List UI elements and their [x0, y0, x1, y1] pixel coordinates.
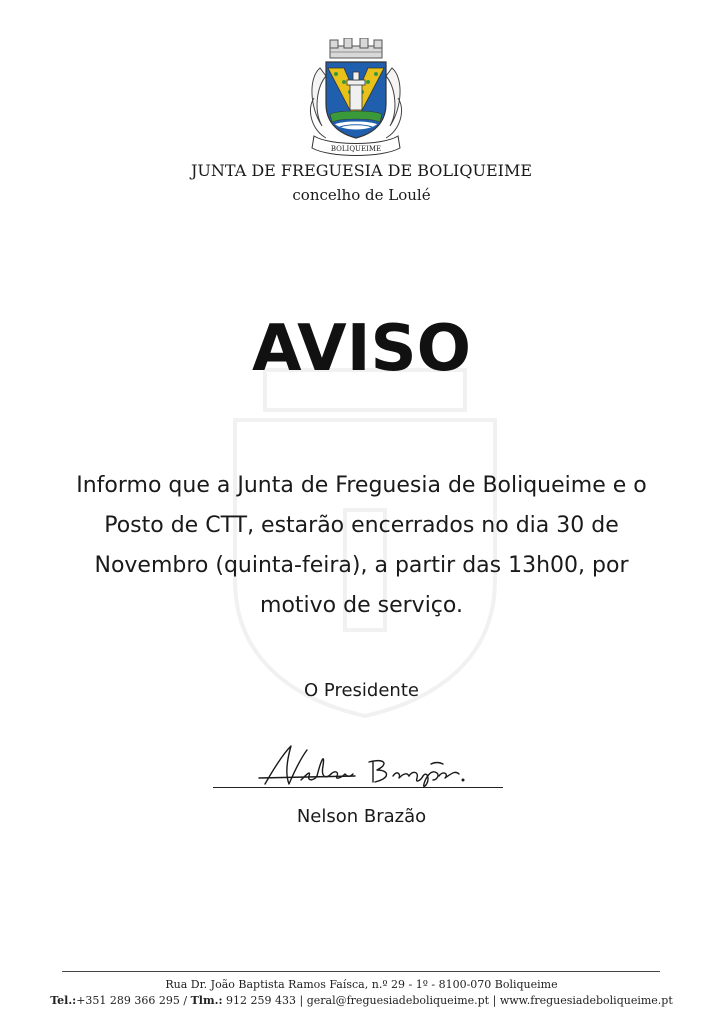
- notice-body: [40, 466, 683, 626]
- phone-number: +351 289 366 295: [76, 994, 180, 1007]
- coat-of-arms-icon: [300, 38, 412, 160]
- municipality: concelho de Loulé: [292, 186, 431, 204]
- signer-name: Nelson Brazão: [296, 806, 427, 827]
- notice-body-line: Posto de CTT, estarão encerrados no dia 30 de: [104, 513, 619, 538]
- notice-body-line: Novembro (quinta-feira), a partir das 13h00, por: [94, 553, 629, 578]
- crest-banner-text: BOLIQUEIME: [330, 145, 382, 153]
- phone-label: Tel.:: [50, 994, 77, 1007]
- notice-body-line: motivo de serviço.: [260, 593, 463, 618]
- signer-role: O Presidente: [304, 680, 419, 701]
- email-link[interactable]: geral@freguesiadeboliqueime.pt: [306, 994, 490, 1007]
- footer-address: Rua Dr. João Baptista Ramos Faísca, n.º 29 - 1º - 8100-070 Boliqueime: [165, 978, 558, 991]
- footer-divider: [62, 971, 660, 972]
- website-link[interactable]: www.freguesiadeboliqueime.pt: [499, 994, 673, 1007]
- notice-body-line: Informo que a Junta de Freguesia de Boliqueime e o: [76, 473, 647, 498]
- parish-name: JUNTA DE FREGUESIA DE BOLIQUEIME: [191, 161, 532, 180]
- footer-contacts: Tel.:+351 289 366 295 / Tlm.: 912 259 433 | geral@freguesiadeboliqueime.pt | www.freguesiadeboliqueime.pt: [50, 994, 673, 1007]
- mobile-number: 912 259 433: [226, 994, 297, 1007]
- notice-title: AVISO: [251, 312, 472, 386]
- mobile-label: Tlm.:: [190, 994, 223, 1007]
- signature-line: [213, 787, 503, 788]
- handwritten-signature: [255, 740, 470, 792]
